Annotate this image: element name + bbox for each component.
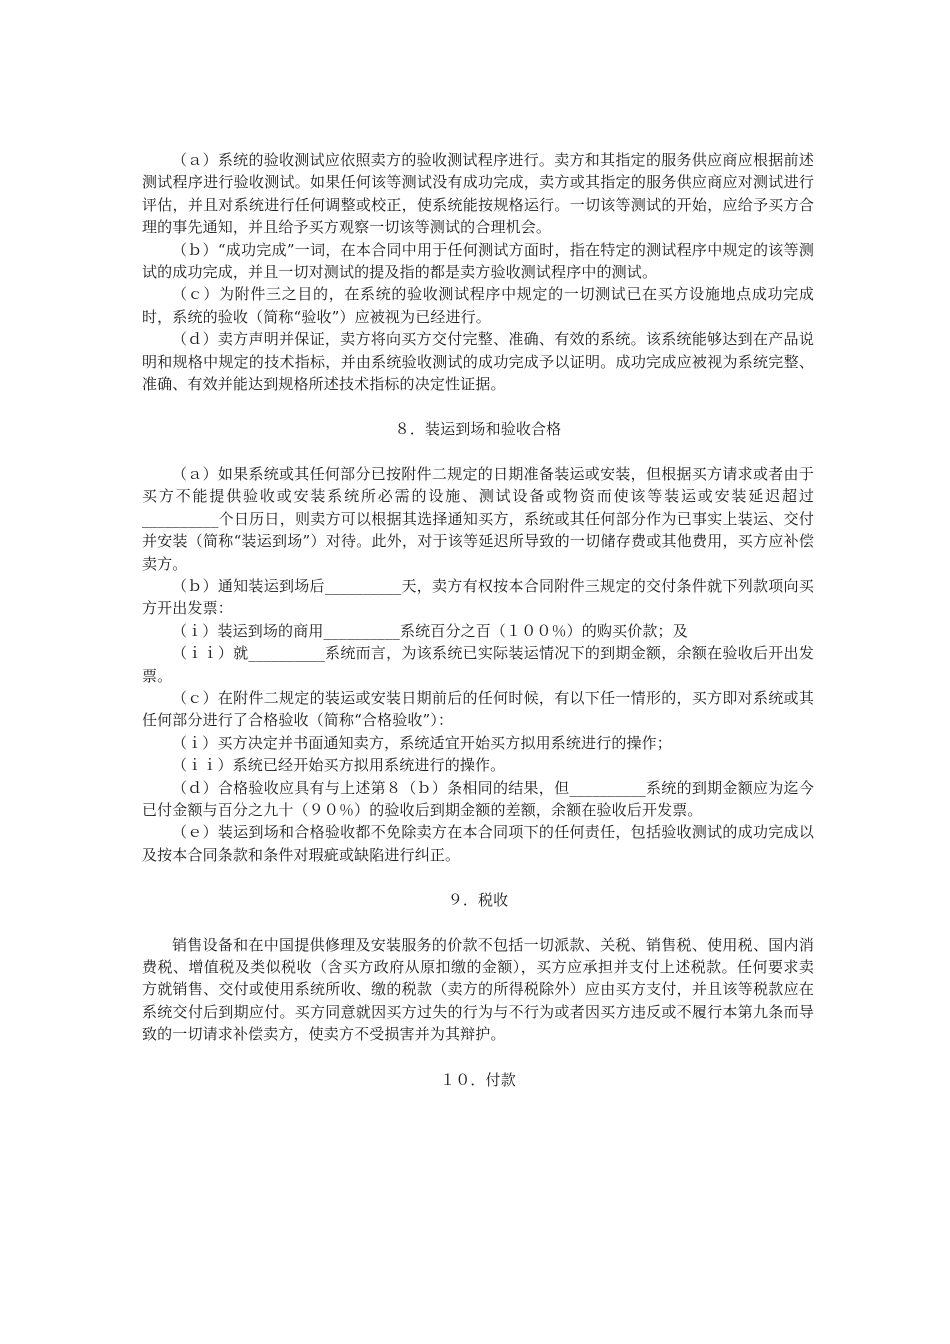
document-page xyxy=(142,149,814,1091)
paragraph-9: 销售设备和在中国提供修理及安装服务的价款不包括一切派款、关税、销售税、使用税、国内消费税、增值税及类似税收（含买方政府从原扣缴的金额），买方应承担并支付上述税款。任何要求卖方就销售、交付或使用系统所收、缴的税款（卖方的所得税除外）应由买方支付，并且该等税款应在系统交付后到期应付。买方同意就因买方过失的行为与不行为或者因买方违反或不履行本第九条而导致的一切请求补偿卖方，使卖方不受损害并为其辩护。 xyxy=(142,935,814,1044)
paragraph-8a: （ａ）如果系统或其任何部分已按附件二规定的日期准备装运或安装，但根据买方请求或者由于买方不能提供验收或安装系统所必需的设施、测试设备或物资而使该等装运或安装延迟超过__________个日历日，则卖方可以根据其选择通知买方，系统或其任何部分作为已事实上装运、交付并安装（简称“装运到场”）对待。此外，对于该等延迟所导致的一切储存费或其他费用，买方应补偿卖方。 xyxy=(142,464,814,573)
paragraph-8c-i: （ｉ）买方决定并书面通知卖方，系统适宜开始买方拟用系统进行的操作； xyxy=(172,733,672,752)
section-heading-9: ９．税收 xyxy=(447,891,509,910)
paragraph-8d: （ｄ）合格验收应具有与上述第８（ｂ）条相同的结果，但__________系统的到期金额应为迄今已付金额与百分之九十（９０％）的验收后到期金额的差额，余额在验收后开发票。 xyxy=(142,778,814,819)
paragraph-8c: （ｃ）在附件二规定的装运或安装日期前后的任何时候，有以下任一情形的，买方即对系统或其任何部分进行了合格验收（简称“合格验收”）： xyxy=(142,688,814,730)
paragraph-7c: （ｃ）为附件三之目的，在系统的验收测试程序中规定的一切测试已在买方设施地点成功完成时，系统的验收（简称“验收”）应被视为已经进行。 xyxy=(142,285,814,326)
paragraph-8b: （ｂ）通知装运到场后__________天，卖方有权按本合同附件三规定的交付条件就下列款项向买方开出发票： xyxy=(142,576,814,618)
paragraph-7a: （ａ）系统的验收测试应依照卖方的验收测试程序进行。卖方和其指定的服务供应商应根据前述测试程序进行验收测试。如果任何该等测试没有成功完成，卖方或其指定的服务供应商应对测试进行评估，并且对系统进行任何调整或校正，使系统能按规格运行。一切该等测试的开始，应给予买方合理的事先通知，并且给予买方观察一切该等测试的合理机会。 xyxy=(142,151,814,237)
paragraph-7b: （ｂ）“成功完成”一词，在本合同中用于任何测试方面时，指在特定的测试程序中规定的该等测试的成功完成，并且一切对测试的提及指的都是卖方验收测试程序中的测试。 xyxy=(142,240,814,282)
paragraph-8e: （ｅ）装运到场和合格验收都不免除卖方在本合同项下的任何责任，包括验收测试的成功完成以及按本合同条款和条件对瑕疵或缺陷进行纠正。 xyxy=(142,823,814,864)
paragraph-7d: （ｄ）卖方声明并保证，卖方将向买方交付完整、准确、有效的系统。该系统能够达到在产品说明和规格中规定的技术指标，并由系统验收测试的成功完成予以证明。成功完成应被视为系统完整、准确、有效并能达到规格所述技术指标的决定性证据。 xyxy=(142,330,814,394)
section-heading-8: ８．装运到场和验收合格 xyxy=(394,420,562,439)
paragraph-8b-ii: （ｉｉ）就__________系统而言，为该系统已实际装运情况下的到期金额，余额在验收后开出发票。 xyxy=(142,644,814,685)
paragraph-8b-i: （ｉ）装运到场的商用__________系统百分之百（１００％）的购买价款；及 xyxy=(172,621,688,640)
section-heading-10: １０．付款 xyxy=(440,1070,516,1089)
paragraph-8c-ii: （ｉｉ）系统已经开始买方拟用系统进行的操作。 xyxy=(172,756,506,775)
